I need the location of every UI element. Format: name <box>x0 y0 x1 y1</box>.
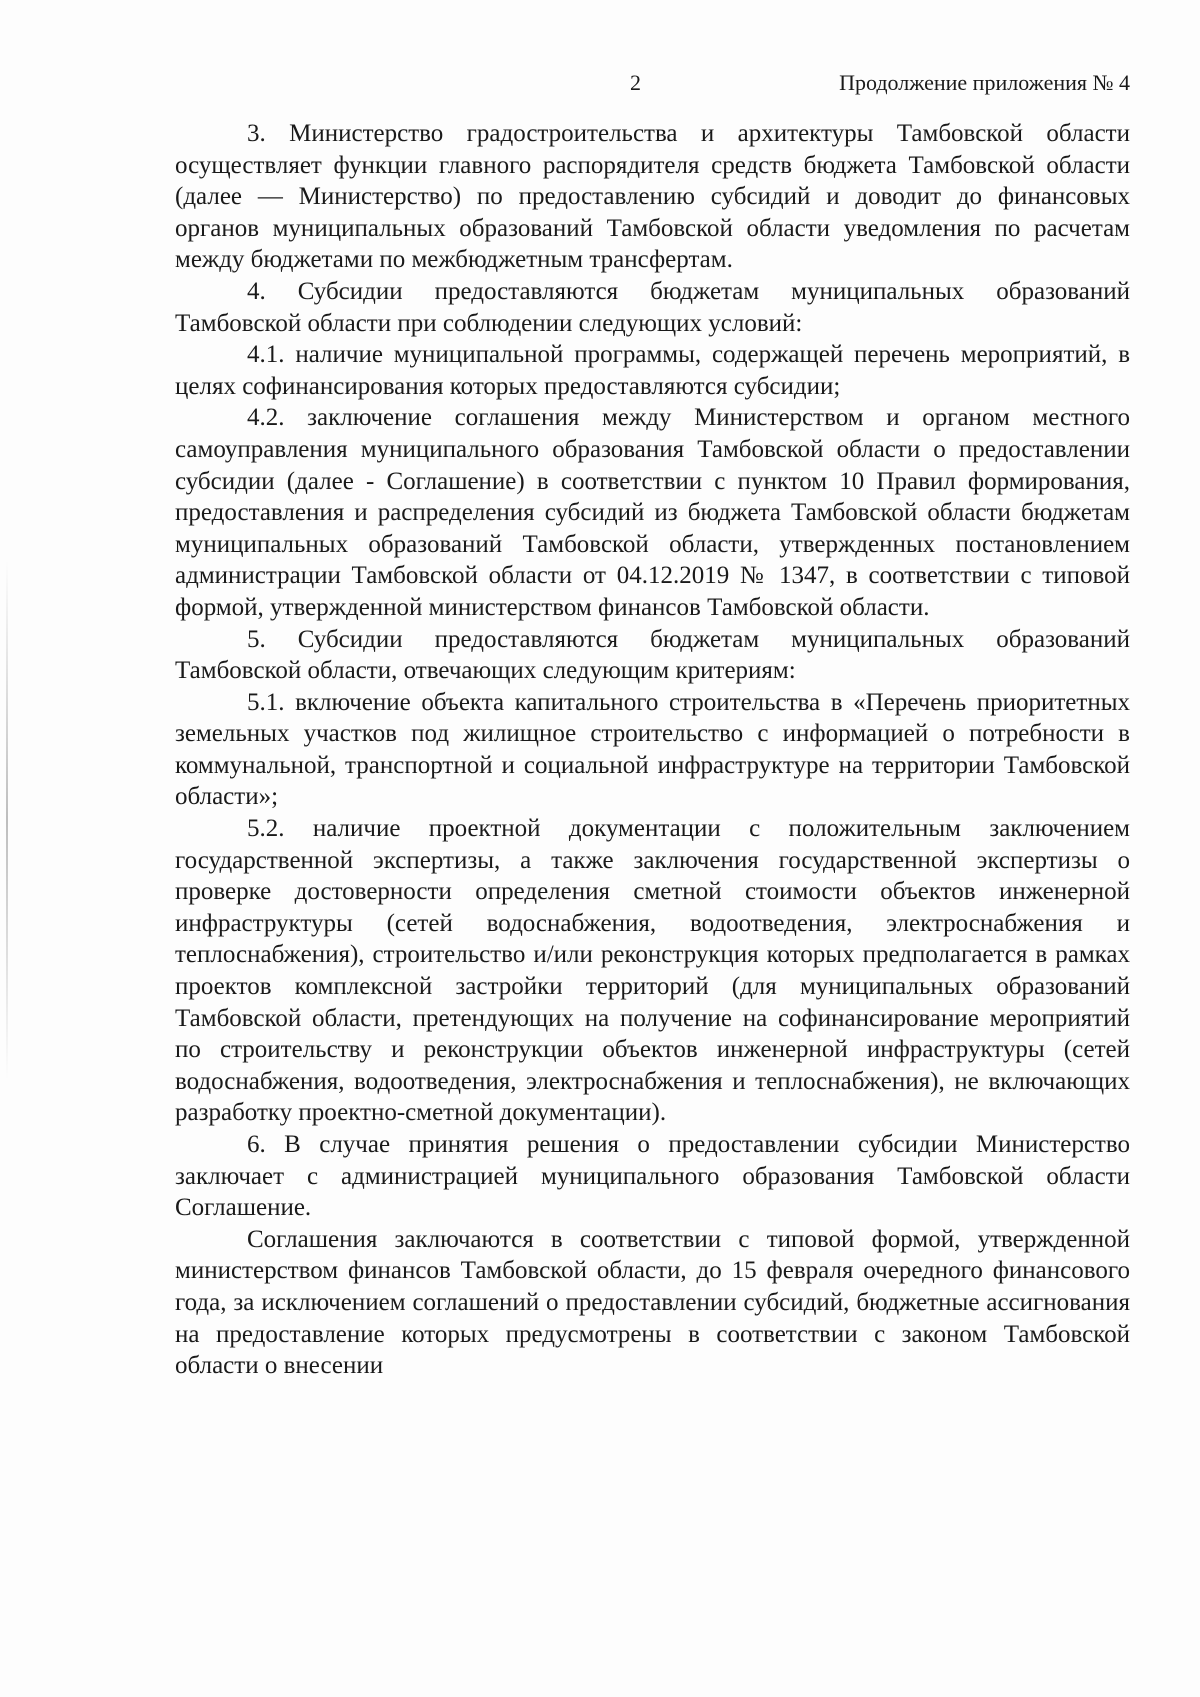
paragraph-agreements: Соглашения заключаются в соответствии с типовой формой, утвержденной министерством финансов Тамбовской области, до 15 февраля очередного финансового года, за исключением соглашений о предоставлении субсидий, бюджетные ассигнования на предоставление которых предусмотрены в соответствии с законом Тамбовской области о внесении <box>175 1225 1130 1380</box>
paragraph-6: 6. В случае принятия решения о предоставлении субсидии Министерство заключает с администрацией муниципального образования Тамбовской области Соглашение. <box>175 1131 1130 1222</box>
page-number: 2 <box>630 70 641 95</box>
paragraph-5: 5. Субсидии предоставляются бюджетам муниципальных образований Тамбовской области, отвечающих следующим критериям: <box>175 625 1130 685</box>
paragraph-5-1: 5.1. включение объекта капитального строительства в «Перечень приоритетных земельных участков под жилищное строительство с информацией о потребности в коммунальной, транспортной и социальной инфраструктуре на территории Тамбовской области»; <box>175 688 1130 811</box>
document-body <box>175 118 1130 1382</box>
paragraph-4-1: 4.1. наличие муниципальной программы, содержащей перечень мероприятий, в целях софинансирования которых предоставляются субсидии; <box>175 341 1130 400</box>
paragraph-3: 3. Министерство градостроительства и архитектуры Тамбовской области осуществляет функции главного распорядителя средств бюджета Тамбовской области (далее — Министерство) по предоставлению субсидий и доводит до финансовых органов муниципальных образований Тамбовской области уведомления по расчетам между бюджетами по межбюджетным трансфертам. <box>175 120 1130 274</box>
page-header <box>175 70 1130 106</box>
paragraph-5-2: 5.2. наличие проектной документации с положительным заключением государственной экспертизы, а также заключения государственной экспертизы о проверке достоверности определения сметной стоимости объектов инженерной инфраструктуры (сетей водоснабжения, водоотведения, электроснабжения и теплоснабжения), строительство и/или реконструкция которых предполагается в рамках проектов комплексной застройки территорий (для муниципальных образований Тамбовской области, претендующих на получение на софинансирование мероприятий по строительству и реконструкции объектов инженерной инфраструктуры (сетей водоснабжения, водоотведения, электроснабжения и теплоснабжения), не включающих разработку проектно-сметной документации). <box>175 815 1130 1127</box>
scan-edge-shadow <box>6 560 8 1080</box>
paragraph-4-2: 4.2. заключение соглашения между Министерством и органом местного самоуправления муниципального образования Тамбовской области о предоставлении субсидии (далее - Соглашение) в соответствии с пунктом 10 Правил формирования, предоставления и распределения субсидий из бюджета Тамбовской области бюджетам муниципальных образований Тамбовской области, утвержденных постановлением администрации Тамбовской области от 04.12.2019 № 1347, в соответствии с типовой формой, утвержденной министерством финансов Тамбовской области. <box>175 404 1130 621</box>
appendix-continuation-label: Продолжение приложения № 4 <box>839 70 1130 95</box>
paragraph-4: 4. Субсидии предоставляются бюджетам муниципальных образований Тамбовской области при соблюдении следующих условий: <box>175 277 1130 337</box>
